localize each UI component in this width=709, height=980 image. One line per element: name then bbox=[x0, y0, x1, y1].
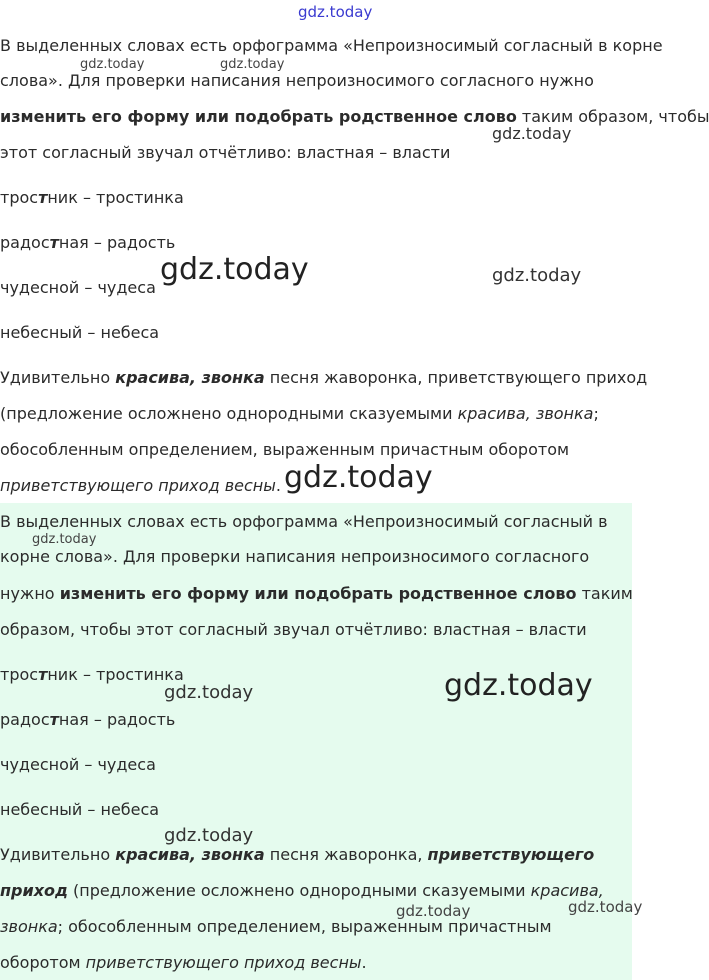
watermark: gdz.today bbox=[396, 902, 471, 920]
paragraph-line: корне слова». Для проверки написания непроизносимого согласного bbox=[0, 547, 590, 566]
watermark: gdz.today bbox=[568, 898, 643, 916]
paragraph-line: нужно изменить его форму или подобрать родственное слово таким bbox=[0, 584, 633, 603]
sentence-line: Удивительно красива, звонка песня жаворонка, приветствующего bbox=[0, 845, 595, 864]
watermark: gdz.today bbox=[298, 3, 373, 21]
watermark: gdz.today bbox=[164, 682, 254, 703]
paragraph-line: В выделенных словах есть орфограмма «Непроизносимый согласный в корне bbox=[0, 36, 663, 55]
word-pair: радостная – радость bbox=[0, 710, 176, 729]
paragraph-line: слова». Для проверки написания непроизносимого согласного нужно bbox=[0, 71, 594, 90]
paragraph-line: изменить его форму или подобрать родственное слово таким образом, чтобы bbox=[0, 107, 709, 126]
word-pair: чудесной – чудеса bbox=[0, 755, 156, 774]
sentence-line: Удивительно красива, звонка песня жаворонка, приветствующего приход bbox=[0, 368, 648, 387]
watermark: gdz.today bbox=[284, 460, 433, 495]
word-pair: тростник – тростинка bbox=[0, 665, 184, 684]
sentence-line: приветствующего приход весны. bbox=[0, 476, 281, 495]
watermark: gdz.today bbox=[492, 124, 572, 143]
watermark: gdz.today bbox=[32, 532, 97, 547]
sentence-line: обособленным определением, выраженным причастным оборотом bbox=[0, 440, 570, 459]
sentence-line: оборотом приветствующего приход весны. bbox=[0, 953, 367, 972]
word-pair: небесный – небеса bbox=[0, 800, 160, 819]
paragraph-line: этот согласный звучал отчётливо: властная – власти bbox=[0, 143, 451, 162]
watermark: gdz.today bbox=[160, 252, 309, 287]
paragraph-line: В выделенных словах есть орфограмма «Непроизносимый согласный в bbox=[0, 512, 608, 531]
answer-highlight bbox=[0, 503, 632, 980]
word-pair: чудесной – чудеса bbox=[0, 278, 156, 297]
sentence-line: приход (предложение осложнено однородными сказуемыми красива, bbox=[0, 881, 604, 900]
paragraph-line: образом, чтобы этот согласный звучал отчётливо: властная – власти bbox=[0, 620, 587, 639]
watermark: gdz.today bbox=[80, 57, 145, 72]
watermark: gdz.today bbox=[444, 668, 593, 703]
watermark: gdz.today bbox=[164, 825, 254, 846]
sentence-line: (предложение осложнено однородными сказуемыми красива, звонка; bbox=[0, 404, 599, 423]
watermark: gdz.today bbox=[492, 265, 582, 286]
sentence-line: звонка; обособленным определением, выраженным причастным bbox=[0, 917, 552, 936]
word-pair: радостная – радость bbox=[0, 233, 176, 252]
watermark: gdz.today bbox=[220, 57, 285, 72]
word-pair: тростник – тростинка bbox=[0, 188, 184, 207]
word-pair: небесный – небеса bbox=[0, 323, 160, 342]
